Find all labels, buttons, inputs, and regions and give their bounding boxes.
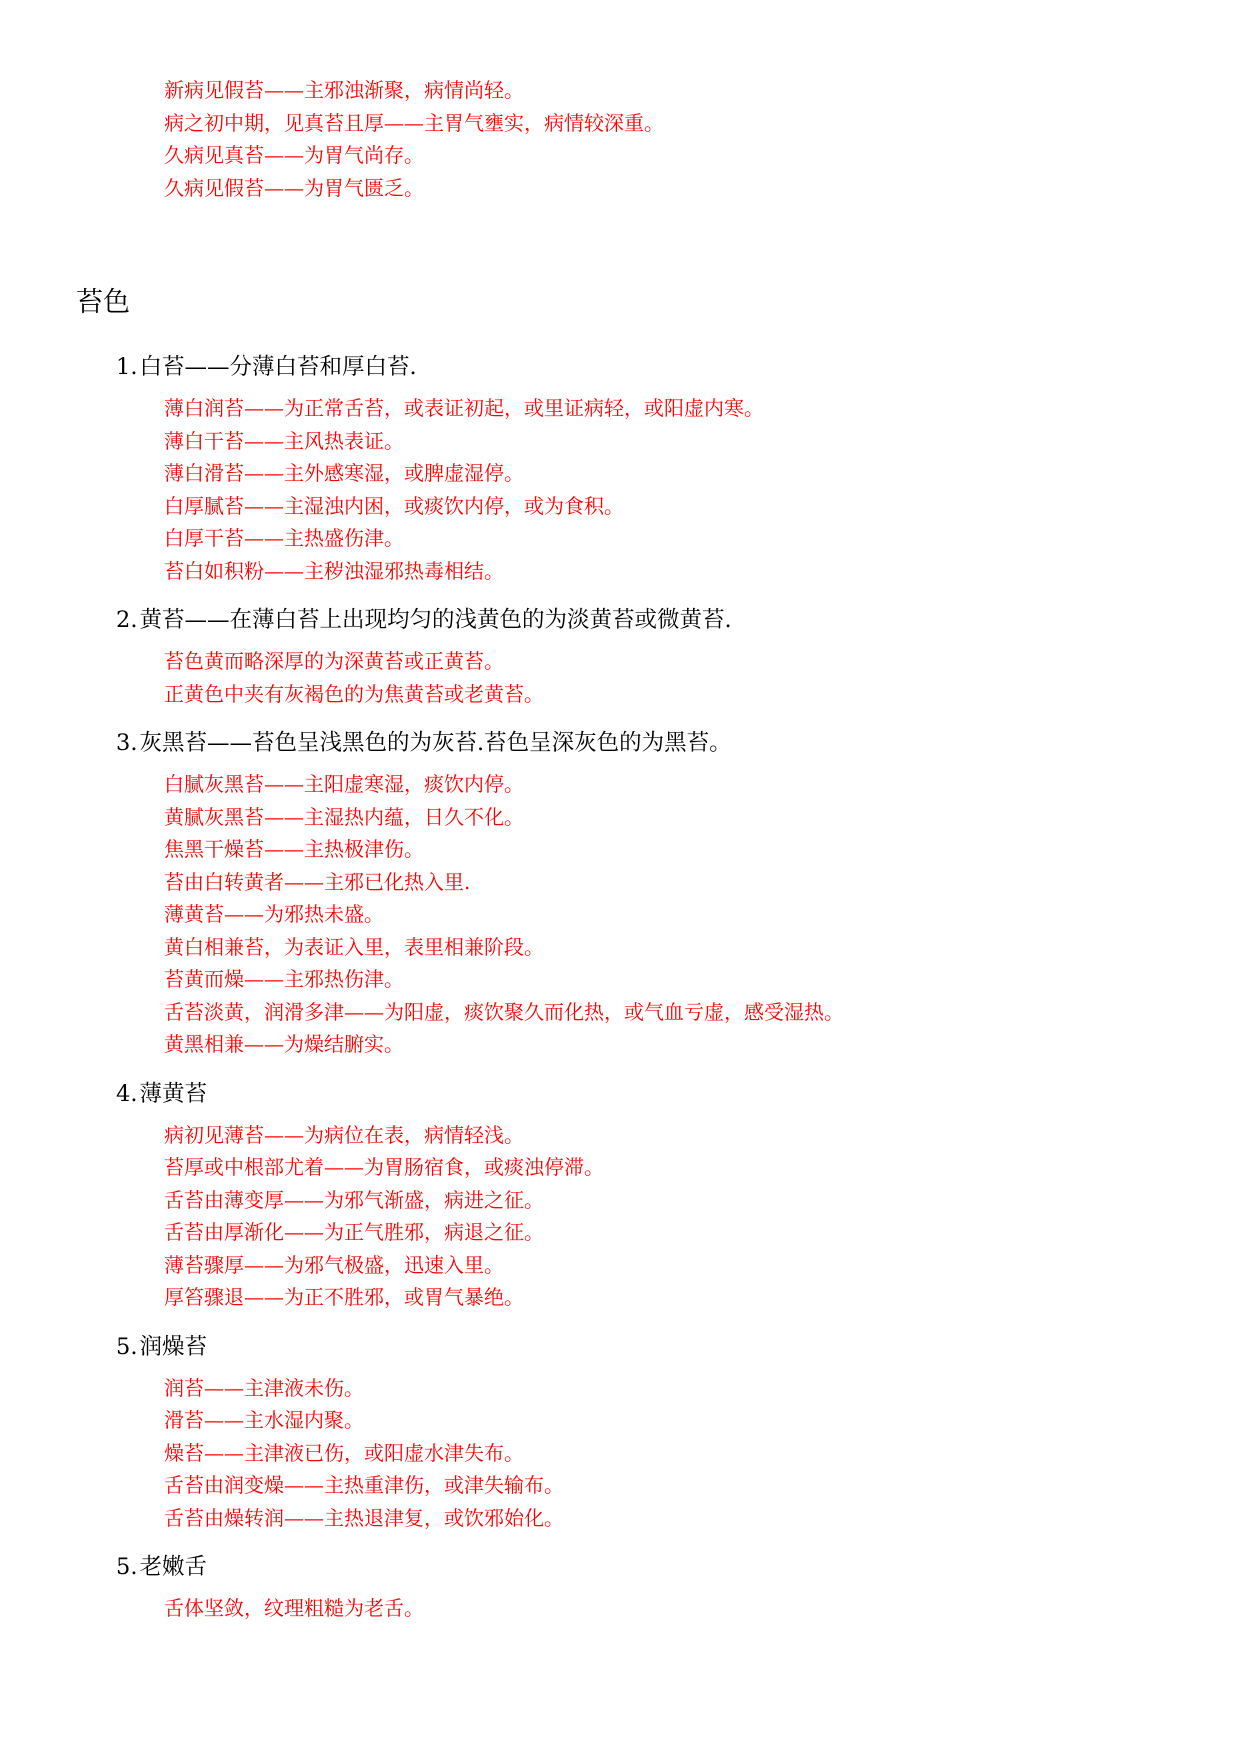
item-heading bbox=[116, 1332, 1216, 1362]
detail-line: 薄苔骤厚——为邪气极盛，迅速入里。 bbox=[164, 1252, 504, 1277]
item-detail-lines bbox=[116, 1119, 1216, 1314]
list-item bbox=[116, 605, 1216, 710]
item-number: 5. bbox=[116, 1554, 138, 1580]
item-heading bbox=[116, 1079, 1216, 1109]
item-number: 4. bbox=[116, 1080, 138, 1107]
detail-line: 白腻灰黑苔——主阳虚寒湿，痰饮内停。 bbox=[164, 772, 524, 796]
item-number: 3. bbox=[116, 730, 138, 756]
item-detail-lines bbox=[116, 1372, 1216, 1535]
section-title: 苔色 bbox=[76, 287, 130, 318]
item-heading bbox=[116, 1552, 1216, 1582]
item-detail-lines bbox=[116, 1592, 1216, 1625]
detail-line: 滑苔——主水湿内聚。 bbox=[164, 1408, 364, 1432]
item-detail-lines bbox=[116, 645, 1216, 710]
intro-block bbox=[164, 74, 664, 204]
list-item bbox=[116, 728, 1216, 1061]
detail-line: 薄白滑苔——主外感寒湿，或脾虚湿停。 bbox=[164, 461, 524, 485]
detail-line: 苔由白转黄者——主邪已化热入里. bbox=[164, 869, 471, 894]
item-number: 2. bbox=[116, 607, 138, 633]
detail-line: 苔厚或中根部尤着——为胃肠宿食，或痰浊停滞。 bbox=[164, 1155, 604, 1179]
detail-line: 燥苔——主津液已伤，或阳虚水津失布。 bbox=[164, 1440, 524, 1465]
item-heading-text: 薄黄苔 bbox=[139, 1080, 207, 1107]
detail-line: 苔黄而燥——主邪热伤津。 bbox=[164, 967, 404, 991]
intro-line: 久病见假苔——为胃气匮乏。 bbox=[164, 175, 424, 200]
detail-line: 薄白干苔——主风热表证。 bbox=[164, 428, 404, 453]
item-number: 1. bbox=[116, 354, 138, 380]
detail-line: 舌苔由润变燥——主热重津伤，或津失输布。 bbox=[164, 1473, 564, 1497]
item-heading-text: 灰黑苔——苔色呈浅黑色的为灰苔.苔色呈深灰色的为黑苔。 bbox=[139, 730, 732, 756]
detail-line: 舌体坚敛，纹理粗糙为老舌。 bbox=[164, 1596, 424, 1620]
item-heading-text: 黄苔——在薄白苔上出现均匀的浅黄色的为淡黄苔或微黄苔. bbox=[139, 607, 732, 633]
detail-line: 苔白如积粉——主秽浊湿邪热毒相结。 bbox=[164, 558, 504, 583]
item-heading bbox=[116, 352, 1216, 382]
detail-line: 黄黑相兼——为燥结腑实。 bbox=[164, 1032, 404, 1056]
item-detail-lines bbox=[116, 768, 1216, 1061]
detail-line: 薄黄苔——为邪热未盛。 bbox=[164, 902, 384, 926]
detail-line: 白厚干苔——主热盛伤津。 bbox=[164, 526, 404, 550]
detail-line: 黄白相兼苔，为表证入里，表里相兼阶段。 bbox=[164, 934, 544, 959]
intro-line: 久病见真苔——为胃气尚存。 bbox=[164, 143, 424, 167]
detail-line: 厚笞骤退——为正不胜邪，或胃气暴绝。 bbox=[164, 1285, 524, 1309]
detail-line: 焦黑干燥苔——主热极津伤。 bbox=[164, 837, 424, 861]
item-list bbox=[116, 352, 1216, 1643]
detail-line: 润苔——主津液未伤。 bbox=[164, 1375, 364, 1400]
item-heading bbox=[116, 728, 1216, 758]
detail-line: 苔色黄而略深厚的为深黄苔或正黄苔。 bbox=[164, 649, 504, 673]
detail-line: 白厚腻苔——主湿浊内困，或痰饮内停，或为食积。 bbox=[164, 493, 624, 518]
detail-line: 舌苔由燥转润——主热退津复，或饮邪始化。 bbox=[164, 1505, 564, 1530]
item-number: 5. bbox=[116, 1333, 138, 1360]
detail-line: 薄白润苔——为正常舌苔，或表证初起，或里证病轻，或阳虚内寒。 bbox=[164, 396, 764, 420]
detail-line: 正黄色中夹有灰褐色的为焦黄苔或老黄苔。 bbox=[164, 681, 544, 706]
detail-line: 舌苔由厚渐化——为正气胜邪，病退之征。 bbox=[164, 1220, 544, 1244]
detail-line: 病初见薄苔——为病位在表，病情轻浅。 bbox=[164, 1122, 524, 1147]
detail-line: 舌苔淡黄，润滑多津——为阳虚，痰饮聚久而化热，或气血亏虚，感受湿热。 bbox=[164, 999, 844, 1024]
list-item bbox=[116, 1332, 1216, 1535]
list-item bbox=[116, 1552, 1216, 1625]
item-detail-lines bbox=[116, 392, 1216, 587]
list-item bbox=[116, 352, 1216, 587]
detail-line: 黄腻灰黑苔——主湿热内蕴，日久不化。 bbox=[164, 804, 524, 829]
intro-line: 病之初中期，见真苔且厚——主胃气壅实，病情较深重。 bbox=[164, 110, 664, 135]
item-heading bbox=[116, 605, 1216, 635]
detail-line: 舌苔由薄变厚——为邪气渐盛，病进之征。 bbox=[164, 1187, 544, 1212]
item-heading-text: 润燥苔 bbox=[139, 1333, 207, 1360]
item-heading-text: 老嫩舌 bbox=[139, 1554, 207, 1580]
item-heading-text: 白苔——分薄白苔和厚白苔. bbox=[139, 354, 417, 380]
intro-line: 新病见假苔——主邪浊渐聚，病情尚轻。 bbox=[164, 78, 524, 102]
list-item bbox=[116, 1079, 1216, 1314]
